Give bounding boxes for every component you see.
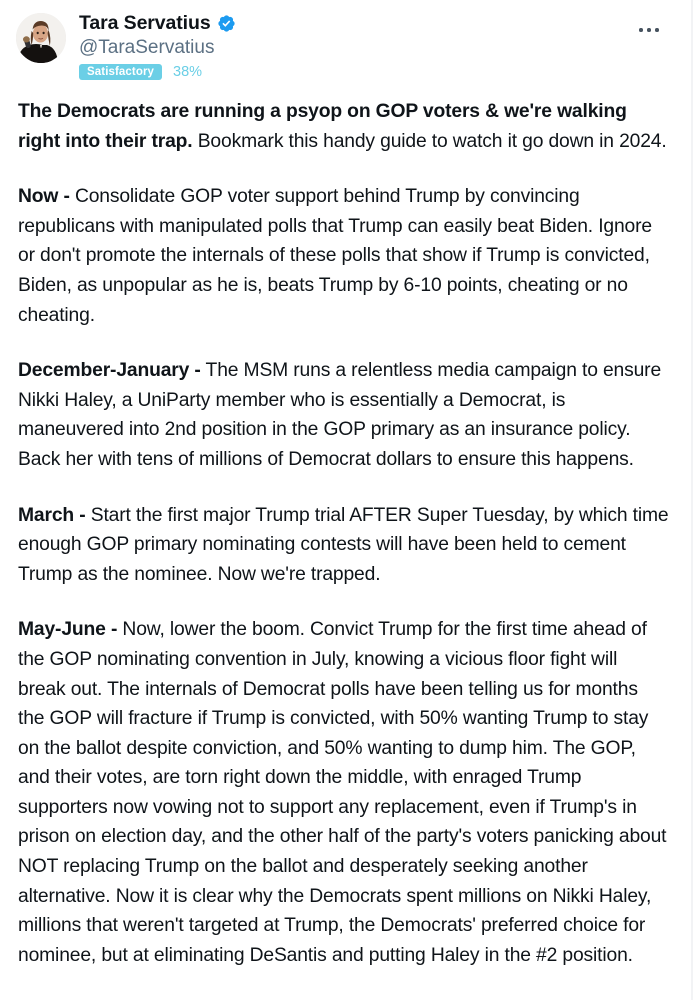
rating-percent: 38% — [173, 63, 203, 80]
account-handle[interactable]: @TaraServatius — [79, 37, 215, 58]
display-name: Tara Servatius — [79, 12, 211, 34]
tweet-header — [0, 0, 691, 80]
more-horizontal-icon — [639, 28, 643, 32]
paragraph-rest: Bookmark this handy guide to watch it go down in 2024. — [192, 130, 667, 152]
status-badge: Satisfactory — [79, 64, 162, 80]
more-horizontal-icon — [647, 28, 651, 32]
paragraph-rest: The MSM runs a relentless media campaign to ensure Nikki Haley, a UniParty member who is essentially a Democrat, is maneuvered into 2nd position in the GOP primary as an insurance policy. Back her with tens of millions of Democrat dollars to ensure this happens. — [18, 360, 662, 470]
paragraph-rest: Now, lower the boom. Convict Trump for the first time ahead of the GOP nominating convention in July, knowing a vicious floor fight will break out. The internals of Democrat polls have been telling us for months the GOP will fracture if Trump is convicted, with 50% wanting Trump to stay on the ballot despite conviction, and 50% wanting to dump him. The GOP, and their votes, are torn right down the middle, with enraged Trump supporters now vowing not to support any replacement, even if Trump's in prison on election day, and the other half of the party's voters panicking about NOT replacing Trump on the ballot and desperately seeking another alternative. Now it is clear why the Democrats spent millions on Nikki Haley, millions that weren't targeted at Trump, the Democrats' preferred choice for nominee, but at eliminating DeSantis and putting Haley in the #2 position. — [18, 619, 667, 966]
paragraph-lead: Now - — [18, 186, 70, 208]
more-horizontal-icon — [655, 28, 659, 32]
name-row — [79, 12, 677, 35]
rating-row — [79, 63, 677, 80]
paragraph-lead: December-January - — [18, 360, 201, 382]
more-options-button[interactable] — [636, 20, 662, 40]
avatar[interactable] — [16, 13, 66, 63]
paragraph-lead: May-June - — [18, 619, 118, 641]
tweet-paragraph — [18, 97, 669, 156]
paragraph-rest: Start the first major Trump trial AFTER Super Tuesday, by which time enough GOP primary nominating contests will have been held to cement Trump as the nominee. Now we're trapped. — [18, 504, 669, 585]
tweet-paragraph — [18, 356, 669, 474]
tweet-paragraph — [18, 182, 669, 330]
paragraph-lead: The Democrats are running a psyop on GOP voters & we're walking right into their trap. — [18, 101, 627, 152]
tweet-text — [0, 97, 691, 970]
tweet-paragraph — [18, 501, 669, 590]
paragraph-rest: Consolidate GOP voter support behind Trump by convincing republicans with manipulated polls that Trump can easily beat Biden. Ignore or don't promote the internals of these polls that show if Trump is convicted, Biden, as unpopular as he is, beats Trump by 6-10 points, cheating or no cheating. — [18, 186, 652, 326]
tweet-paragraph — [18, 615, 669, 970]
account-identity — [79, 12, 677, 80]
user-avatar-photo — [16, 13, 66, 63]
verified-badge-icon — [217, 14, 236, 33]
paragraph-lead: March - — [18, 504, 86, 526]
